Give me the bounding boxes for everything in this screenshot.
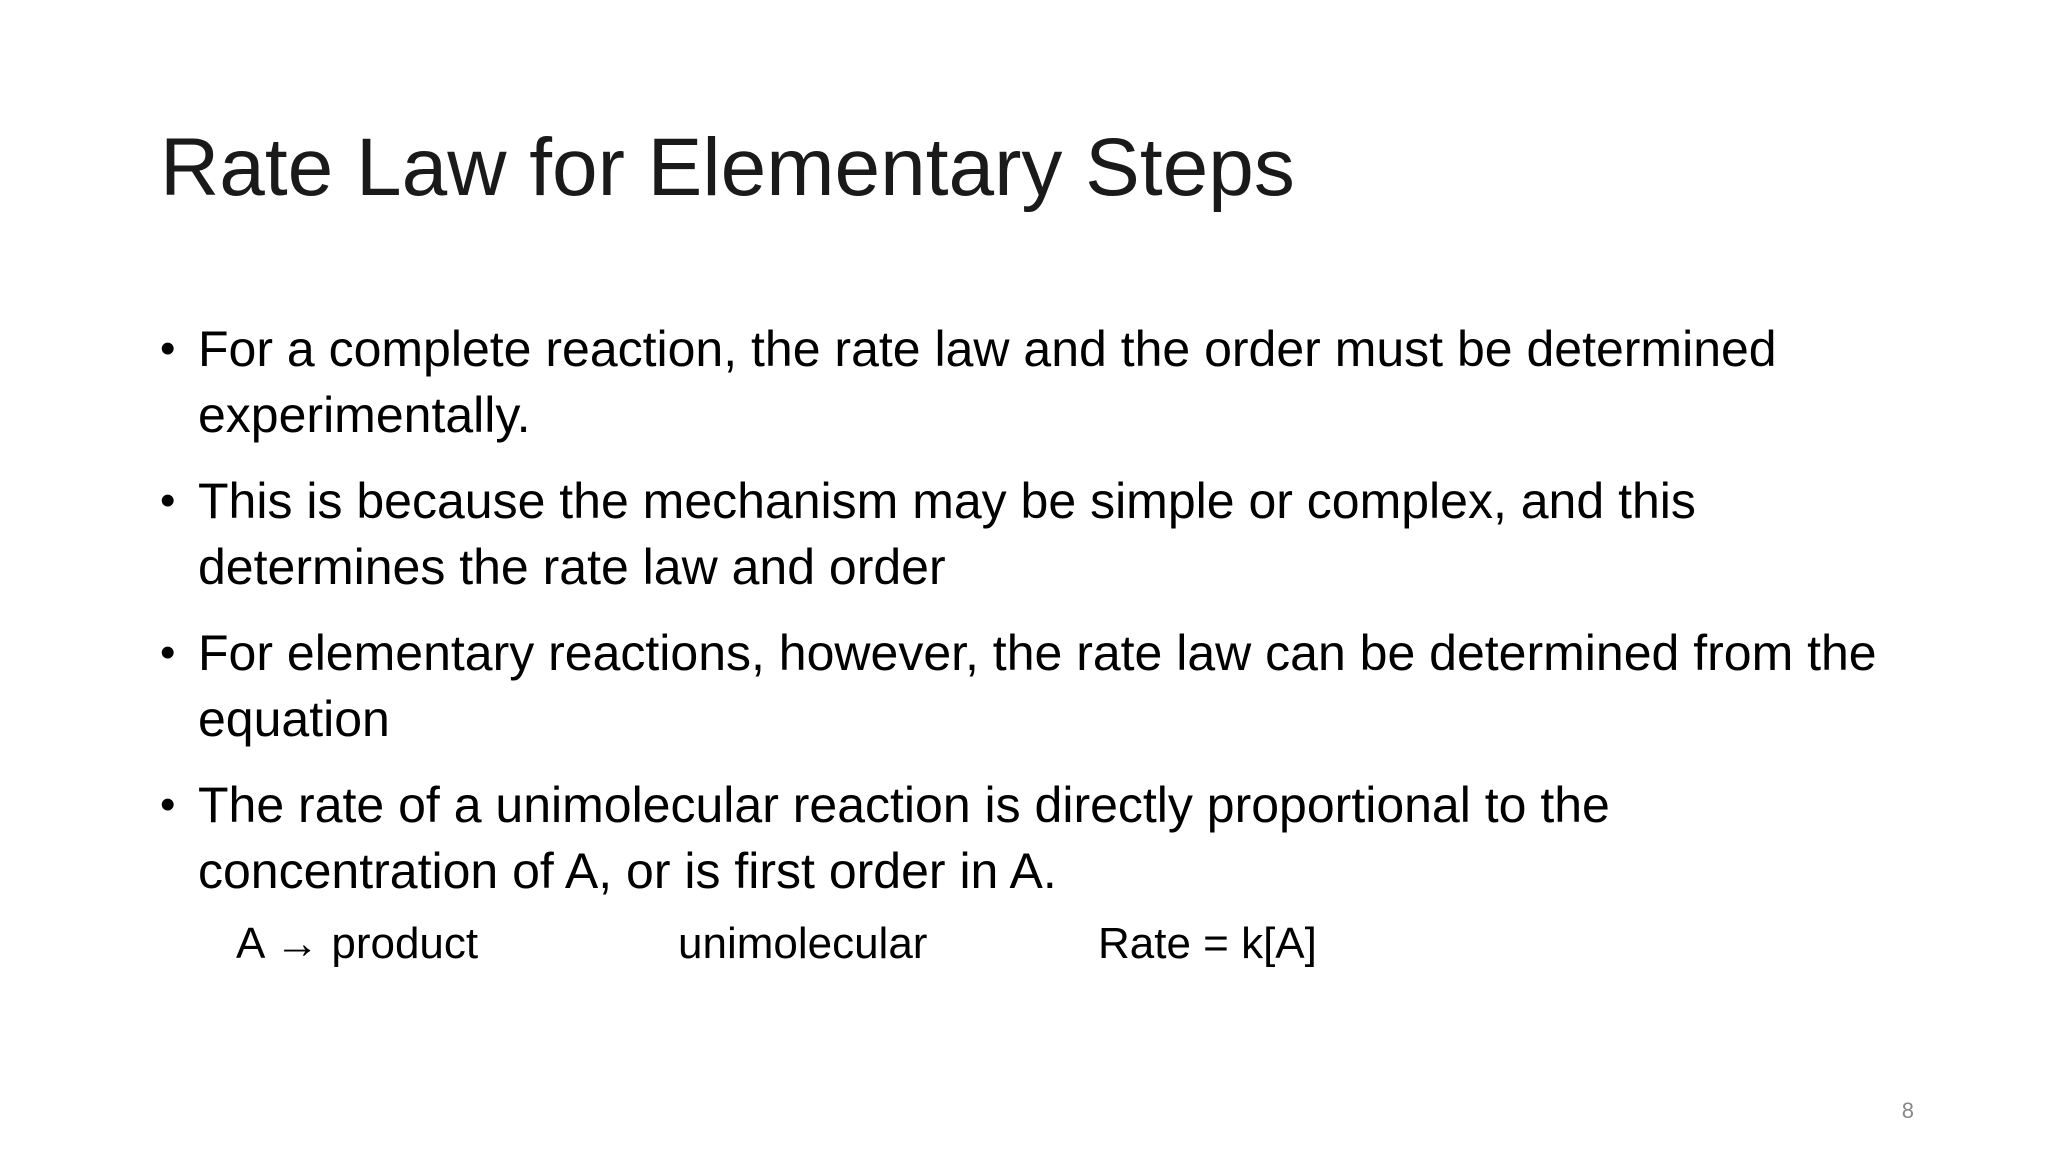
bullet-text: For elementary reactions, however, the rate law can be determined from the equation xyxy=(198,625,1877,747)
bullet-marker: • xyxy=(160,476,176,525)
bullet-text: For a complete reaction, the rate law and the order must be determined experimentally. xyxy=(198,321,1777,443)
slide-number: 8 xyxy=(1901,1098,1914,1123)
bullet-item xyxy=(160,772,1920,904)
rate-law-expression: Rate = k[A] xyxy=(1098,919,1317,968)
slide-title: Rate Law for Elementary Steps xyxy=(160,122,1295,213)
bullet-marker: • xyxy=(160,780,176,829)
bullet-text: This is because the mechanism may be simple or complex, and this determines the rate law and order xyxy=(198,473,1696,595)
bullet-item xyxy=(160,620,1920,752)
bullet-marker: • xyxy=(160,628,176,677)
bullet-list xyxy=(160,316,1920,924)
reaction-equation: A → product xyxy=(236,919,479,968)
bullet-item xyxy=(160,468,1920,600)
bullet-item xyxy=(160,316,1920,448)
bullet-text: The rate of a unimolecular reaction is directly proportional to the concentration of A, or is first order in A. xyxy=(198,777,1610,899)
bullet-marker: • xyxy=(160,324,176,373)
molecularity-label: unimolecular xyxy=(678,919,928,968)
